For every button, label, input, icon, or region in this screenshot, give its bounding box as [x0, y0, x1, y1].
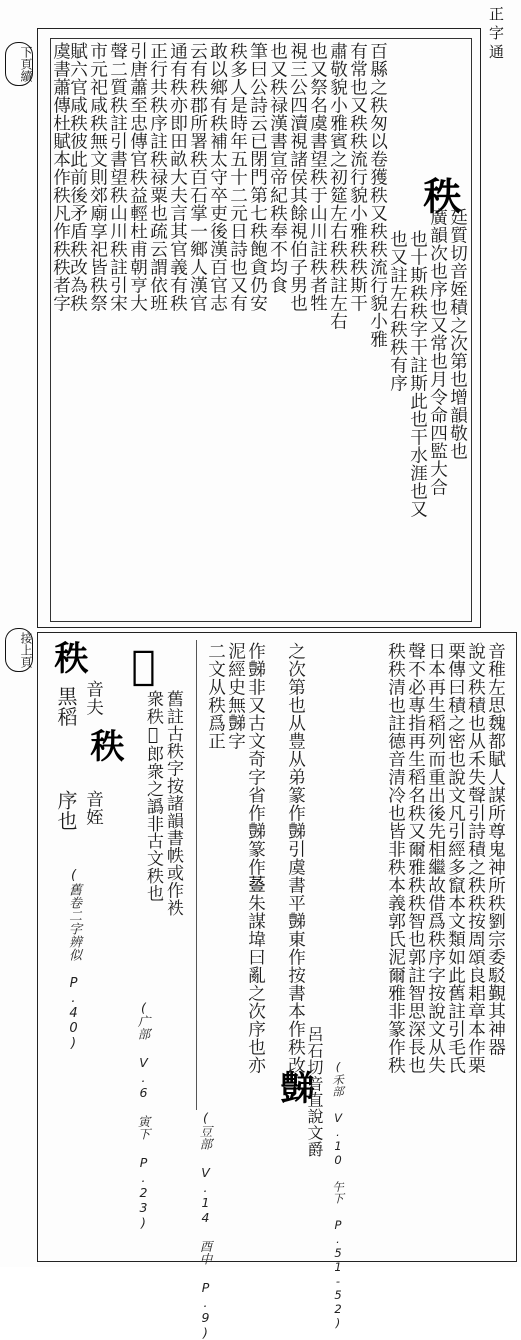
left-head-character-2: 秩	[84, 728, 124, 762]
bottom-text-col-10: 二文从秩爲正	[205, 642, 226, 750]
top-text-col-8: 秩多人是時年五十二元日詩也又有	[227, 42, 248, 312]
left-note-col-4: 序也	[54, 790, 78, 831]
divider-line	[196, 640, 197, 1110]
top-text-col-9: 敢以鄉有秩補太守卒吏後漢百官志	[207, 42, 228, 312]
continued-prev-tag: 接上頁	[5, 628, 33, 672]
bottom-text-col-3: 栗傳曰積之密也說文凡引經多竄本文類如此舊註引毛氏	[445, 642, 466, 1074]
top-text-col-5: 視三公四瀆視諸侯其餘視伯子男也	[287, 42, 308, 312]
top-text-col-2: 有常也又秩秩流行貌小雅秩秩斯干	[347, 42, 368, 312]
left-note-col-2: 黒稻	[54, 686, 78, 727]
big-note-col-1: 舊註古秩字按諸韻書帙或作袟	[163, 690, 183, 917]
top-head-character: 秩	[417, 176, 462, 214]
bottom-text-col-7: 之次第也从豊从弟篆作豑引虞書平豑東作按書本作秩改	[285, 642, 306, 1074]
bottom-text-col-4: 日本再生稻列而重出後先相繼故借爲秩序字按說文从失	[425, 642, 446, 1074]
head-definition-col-4: 也又註左右秩秩有序	[387, 230, 408, 392]
top-text-col-11: 通有秩亦即田畝大夫言其官義有秩	[167, 42, 188, 312]
mid-head-note: 呂石切音直說文爵	[305, 1026, 324, 1158]
top-text-col-10: 云有秩郡所署秩百石掌一鄉人漢官	[187, 42, 208, 312]
head-definition-col-1: 廷質切音姪積之次第也增韻敬也	[447, 208, 468, 460]
bottom-text-col-9: 泥經史無豑字	[225, 642, 246, 750]
top-text-col-1: 百縣之秩匆以卷獲秩又秩秩流行貌小雅	[367, 42, 388, 348]
big-head-character: 𥟩	[120, 642, 167, 689]
top-text-col-3: 肅敬貌小雅賓之初筵左右秩秩註左右	[327, 42, 348, 330]
annotation-he-bu: (禾部 V.10 午下 P.51-52)	[331, 1060, 345, 1330]
top-text-col-15: 市元祀咸秩無文則郊廟享祀皆秩祭	[87, 42, 108, 312]
annotation-jiu-juan: (舊卷二字辨似 P.40)	[66, 868, 81, 1051]
bottom-text-col-6: 秩秩清也註德音清冷也皆非秩本義郭氏泥爾雅非篆作秩	[385, 642, 406, 1074]
book-title: 正字通	[487, 6, 505, 63]
top-text-col-4: 也又祭名虞書望秩于山川註秩者牲	[307, 42, 328, 312]
continued-next-tag: 下頁續	[5, 42, 33, 86]
bottom-text-col-5: 聲不必專指再生稻名秩又爾雅秩秩智也郭註智思深長也	[405, 642, 426, 1074]
bottom-text-col-2: 說文秩積也从禾失聲引詩積之秩秩按周頌良耜章本作栗	[465, 642, 486, 1074]
top-text-col-12: 正行共秩序註秩禄粟也疏云謂依班	[147, 42, 168, 312]
left-note-col-1: 音夫	[83, 680, 104, 716]
head-definition-col-2: 廣韻次也序也又常也月令命四監大合	[427, 208, 448, 496]
big-note-col-2: 衆秩𥟩郎衆之譌非古文秩也	[143, 690, 163, 902]
head-definition-col-3: 也十斯秩秩字干註斯此也干水涯也又	[407, 230, 428, 518]
top-text-col-7: 筆曰公詩云已閉門第七秩飽貪仍安	[247, 42, 268, 312]
top-text-col-17: 虞書蕭傳杜賦本作秩凡作秩秩者字	[50, 42, 71, 312]
annotation-dou-bu: (豆部 V.14 酉中 P.9)	[198, 1110, 213, 1340]
left-note-col-3: 音姪	[83, 790, 104, 826]
top-text-col-6: 也又秩禄漢書宣帝紀秩奉不均食	[267, 42, 288, 294]
bottom-text-col-8: 作豑非又古文奇字省作豑篆作𧯷朱謀㙔曰亂之次序也亦	[245, 642, 266, 1074]
mid-head-character: 豑	[274, 1070, 314, 1104]
left-head-character-1: 秩	[48, 640, 88, 674]
bottom-text-col-1: 音稚左思魏都賦人謀所尊鬼神所秩劉宗委駁覲其神器	[485, 642, 506, 1056]
top-text-col-14: 聲二質秩註引書望秩山川秩註引宋	[107, 42, 128, 312]
annotation-guang-bu: (广部 V.6 寅下 P.23)	[136, 1000, 151, 1230]
top-text-col-16: 賦六官咸秩彼此前後矛盾秩改為秩	[67, 42, 88, 312]
top-text-col-13: 引唐蕭至忠傳官秩益輕杜甫朝亨大	[127, 42, 148, 312]
